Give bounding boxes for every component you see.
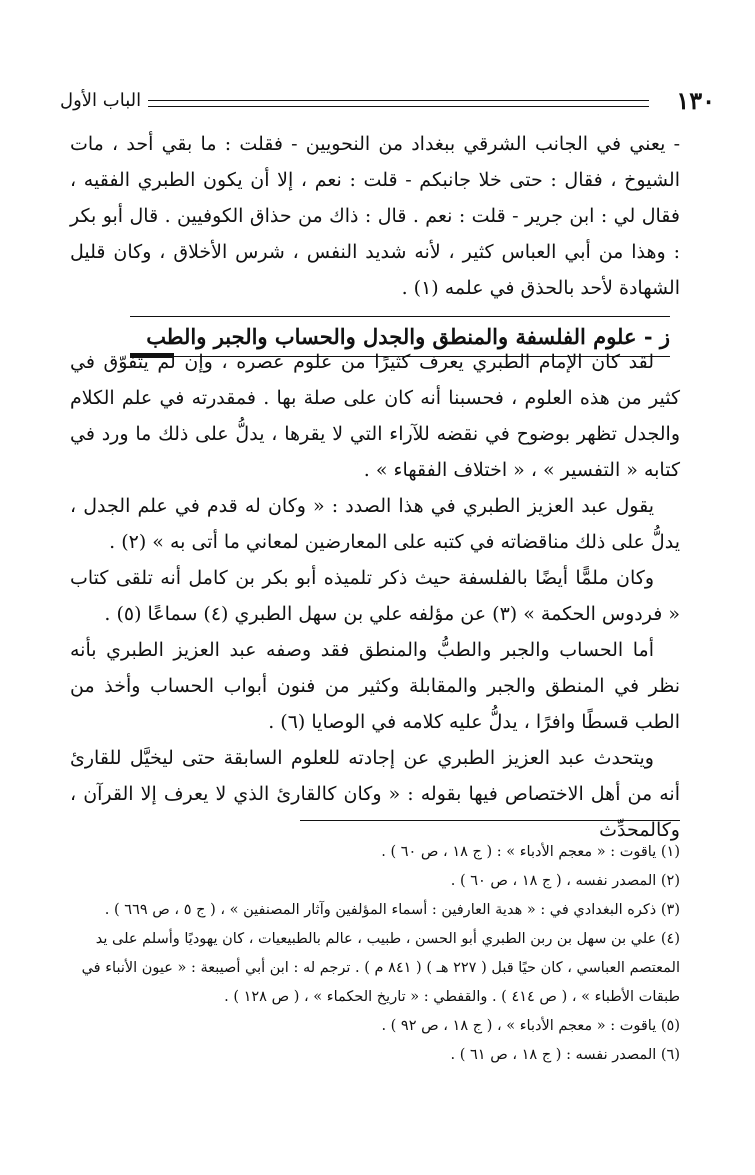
footnotes [70, 838, 680, 1070]
footnote: (٥) ياقوت : « معجم الأدباء » ، ( ج ١٨ ، ص ٩٢ ) . [381, 1018, 680, 1034]
footnote: (١) ياقوت : « معجم الأدباء » : ( ج ١٨ ، ص ٦٠ ) . [381, 844, 680, 860]
footnote: (٣) ذكره البغدادي في : « هدية العارفين : أسماء المؤلفين وآثار المصنفين » ، ( ج ٥ ، ص ٦٦٩ ) . [104, 902, 680, 918]
paragraph: ويتحدث عبد العزيز الطبري عن إجادته للعلوم السابقة حتى ليخيَّل للقارئ أنه من أهل الاختصاص فيها بقوله : « وكان كالقارئ الذي لا يعرف إلا القرآن ، وكالمحدِّث [70, 747, 680, 841]
section-title: ز - علوم الفلسفة والمنطق والجدل والحساب والجبر والطب [146, 324, 670, 349]
footnote: (٤) علي بن سهل بن ربن الطبري أبو الحسن ، طبيب ، عالم بالطبيعيات ، كان يهوديًا وأسلم على يد المعتصم العباسي ، كان حيًا قبل ( ٢٢٧ هـ ) ( ٨٤١ م ) . ترجم له : ابن أبي أصيبعة : « عيون الأنباء في طبقات الأطباء » ، ( ص ٤١٤ ) . والقفطي : « تاريخ الحكماء » ، ( ص ١٢٨ ) . [81, 931, 680, 1005]
footnote: (٢) المصدر نفسه ، ( ج ١٨ ، ص ٦٠ ) . [450, 873, 680, 889]
intro-paragraph: - يعني في الجانب الشرقي ببغداد من النحويين - فقلت : ما بقي أحد ، مات الشيوخ ، فقال : حتى خلا جانبكم - قلت : نعم ، إلا أن يكون الطبري الفقيه ، فقال لي : ابن جرير - قلت : نعم . قال : ذاك من حذاق الكوفيين . قال أبو بكر : وهذا من أبي العباس كثير ، لأنه شديد النفس ، شرس الأخلاق ، وكان قليل الشهادة لأحد بالحذق في علمه (١) . [70, 133, 680, 299]
page-number: ١٣٠ [676, 86, 715, 115]
footnote: (٦) المصدر نفسه : ( ج ١٨ ، ص ٦١ ) . [450, 1047, 680, 1063]
running-header [60, 88, 715, 118]
footnote-separator [300, 820, 680, 821]
paragraph: لقد كان الإمام الطبري يعرف كثيرًا من علوم عصره ، وإن لم يتفوّق في كثير من هذه العلوم ، فحسبنا أنه كان على صلة بها . فمقدرته في علم الكلام والجدل تظهر بوضوح في نقضه للآراء التي لا يقرها ، يدلُّ على ذلك ما ورد في كتابه « التفسير » ، « اختلاف الفقهاء » . [70, 351, 680, 481]
section-top-rule [130, 316, 670, 317]
body-text [70, 344, 680, 848]
paragraph: أما الحساب والجبر والطبُّ والمنطق فقد وصفه عبد العزيز الطبري بأنه نظر في المنطق والجبر والمقابلة وكثير من فنون أبواب الحساب وأخذ من الطب قسطًا وافرًا ، يدلُّ عليه كلامه في الوصايا (٦) . [70, 639, 680, 733]
paragraph: وكان ملمًّا أيضًا بالفلسفة حيث ذكر تلميذه أبو بكر بن كامل أنه تلقى كتاب « فردوس الحكمة » (٣) عن مؤلفه علي بن سهل الطبري (٤) سماعًا (٥) . [70, 567, 680, 625]
chapter-title: الباب الأول [60, 90, 142, 111]
paragraph: يقول عبد العزيز الطبري في هذا الصدد : « وكان له قدم في علم الجدل ، يدلُّ على ذلك مناقضاته في كتبه على المعارضين لمعاني ما أتى به » (٢) . [70, 495, 680, 553]
header-rule [148, 100, 649, 107]
